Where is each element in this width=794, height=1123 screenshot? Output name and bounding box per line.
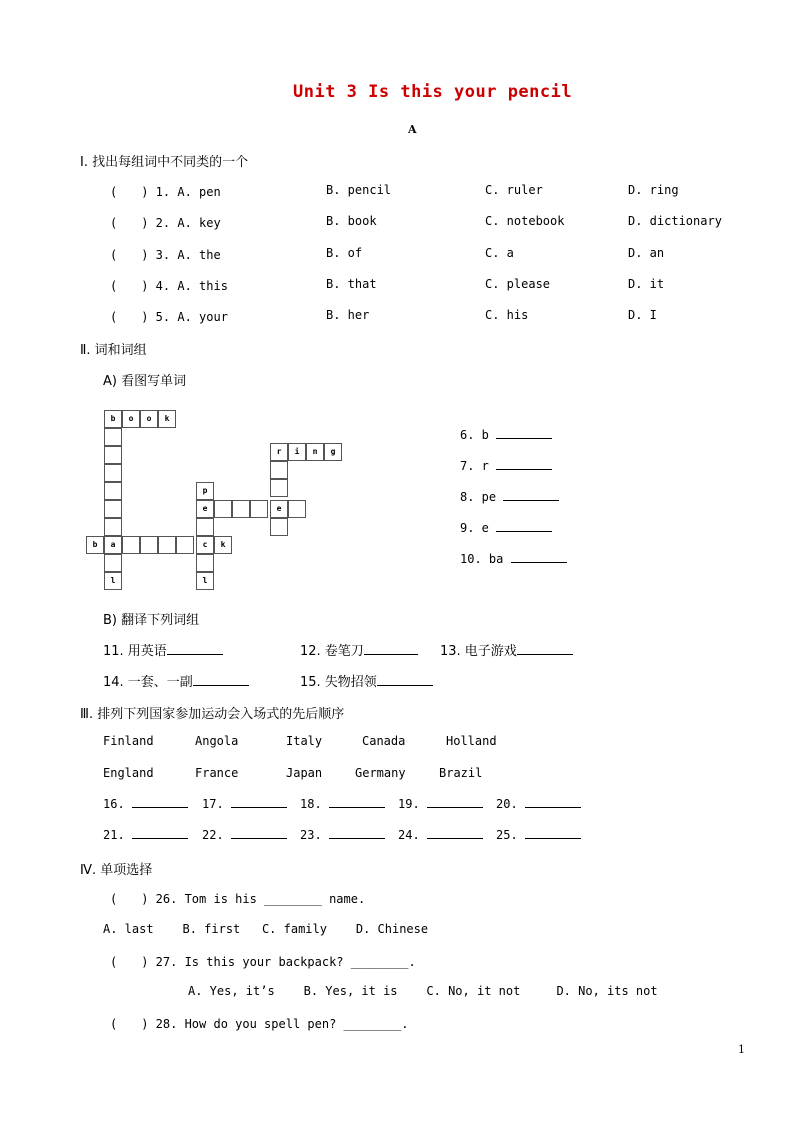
answer-blank[interactable] xyxy=(427,797,483,808)
phrase-item xyxy=(300,640,418,659)
answer-blank[interactable] xyxy=(329,828,385,839)
phrase-label: 14. 一套、一副 xyxy=(103,675,193,690)
order-item xyxy=(496,797,581,811)
crossword-cell xyxy=(104,464,122,482)
q1-option-d: D. it xyxy=(628,277,665,291)
q1-option-c: C. ruler xyxy=(485,183,543,197)
q1-stem: ( ) 5. A. your xyxy=(110,310,228,324)
word-item xyxy=(460,428,552,442)
country: Japan xyxy=(286,766,323,780)
crossword-cell: c xyxy=(196,536,214,554)
crossword-cell: o xyxy=(140,410,158,428)
word-label: 7. r xyxy=(460,459,489,473)
order-label: 23. xyxy=(300,828,322,842)
answer-blank[interactable] xyxy=(167,644,223,655)
crossword-cell xyxy=(270,461,288,479)
q1-row xyxy=(110,183,221,200)
crossword-cell: a xyxy=(104,536,122,554)
answer-blank[interactable] xyxy=(511,552,567,563)
country: France xyxy=(195,766,239,780)
crossword-cell: l xyxy=(104,572,122,590)
answer-blank[interactable] xyxy=(329,797,385,808)
answer-blank[interactable] xyxy=(525,828,581,839)
order-label: 17. xyxy=(202,797,224,811)
crossword-cell xyxy=(158,536,176,554)
q1-stem: ( ) 2. A. key xyxy=(110,216,221,230)
crossword-cell: e xyxy=(270,500,288,518)
word-label: 8. pe xyxy=(460,490,497,504)
answer-blank[interactable] xyxy=(193,675,249,686)
crossword-cell xyxy=(214,500,232,518)
order-item xyxy=(202,828,287,842)
answer-blank[interactable] xyxy=(231,797,287,808)
crossword-cell: o xyxy=(122,410,140,428)
crossword-cell xyxy=(104,428,122,446)
answer-blank[interactable] xyxy=(503,490,559,501)
crossword-cell xyxy=(288,500,306,518)
order-label: 24. xyxy=(398,828,420,842)
crossword-cell xyxy=(232,500,250,518)
country: England xyxy=(103,766,154,780)
order-label: 19. xyxy=(398,797,420,811)
q1-option-b: B. book xyxy=(326,214,377,228)
answer-blank[interactable] xyxy=(377,675,433,686)
phrase-item xyxy=(300,671,433,690)
crossword-cell: e xyxy=(196,500,214,518)
q1-row xyxy=(110,214,221,231)
word-item xyxy=(460,459,552,473)
country: Italy xyxy=(286,734,323,748)
word-label: 9. e xyxy=(460,521,489,535)
crossword-cell xyxy=(104,446,122,464)
order-item xyxy=(496,828,581,842)
country: Germany xyxy=(355,766,406,780)
answer-blank[interactable] xyxy=(517,644,573,655)
section-3-heading: Ⅲ. 排列下列国家参加运动会入场式的先后顺序 xyxy=(80,707,345,722)
country: Canada xyxy=(362,734,406,748)
order-label: 25. xyxy=(496,828,518,842)
country: Brazil xyxy=(439,766,483,780)
word-label: 10. ba xyxy=(460,552,504,566)
word-item xyxy=(460,521,552,535)
answer-blank[interactable] xyxy=(132,828,188,839)
crossword-cell: b xyxy=(104,410,122,428)
word-label: 6. b xyxy=(460,428,489,442)
crossword-cell: g xyxy=(324,443,342,461)
crossword-cell xyxy=(270,479,288,497)
section-2-heading: Ⅱ. 词和词组 xyxy=(80,343,147,358)
order-item xyxy=(202,797,287,811)
crossword-cell xyxy=(250,500,268,518)
crossword-cell: k xyxy=(214,536,232,554)
order-label: 18. xyxy=(300,797,322,811)
q1-option-c: C. a xyxy=(485,246,514,260)
answer-blank[interactable] xyxy=(132,797,188,808)
crossword-cell: b xyxy=(86,536,104,554)
answer-blank[interactable] xyxy=(364,644,418,655)
q1-stem: ( ) 4. A. this xyxy=(110,279,228,293)
phrase-item xyxy=(103,640,223,659)
phrase-label: 11. 用英语 xyxy=(103,644,167,659)
crossword-cell xyxy=(104,518,122,536)
word-item xyxy=(460,552,567,566)
crossword-cell: n xyxy=(306,443,324,461)
crossword-cell xyxy=(196,518,214,536)
order-item xyxy=(300,828,385,842)
q1-option-d: D. dictionary xyxy=(628,214,722,228)
answer-blank[interactable] xyxy=(496,521,552,532)
country: Finland xyxy=(103,734,154,748)
section-1-heading: Ⅰ. 找出每组词中不同类的一个 xyxy=(80,155,249,170)
phrase-label: 13. 电子游戏 xyxy=(440,644,517,659)
q1-stem: ( ) 1. A. pen xyxy=(110,185,221,199)
q1-option-b: B. of xyxy=(326,246,363,260)
order-item xyxy=(103,828,188,842)
answer-blank[interactable] xyxy=(525,797,581,808)
q1-option-b: B. pencil xyxy=(326,183,392,197)
page-number: 1 xyxy=(738,1043,745,1056)
q1-row xyxy=(110,277,228,294)
order-item xyxy=(103,797,188,811)
country: Holland xyxy=(446,734,497,748)
question-27-stem: ( ) 27. Is this your backpack? ________. xyxy=(110,955,416,969)
crossword-cell xyxy=(270,518,288,536)
q1-row xyxy=(110,308,228,325)
question-26-options: A. last B. first C. family D. Chinese xyxy=(103,922,429,936)
part-label: A xyxy=(408,123,417,136)
section-2a-heading: A) 看图写单词 xyxy=(103,374,187,389)
q1-option-d: D. an xyxy=(628,246,665,260)
question-27-options: A. Yes, it’s B. Yes, it is C. No, it not D. No, its not xyxy=(188,984,658,998)
q1-option-b: B. her xyxy=(326,308,370,322)
crossword-cell xyxy=(196,554,214,572)
q1-option-c: C. please xyxy=(485,277,551,291)
phrase-label: 12. 卷笔刀 xyxy=(300,644,364,659)
crossword-cell: i xyxy=(288,443,306,461)
answer-blank[interactable] xyxy=(427,828,483,839)
q1-option-d: D. I xyxy=(628,308,657,322)
crossword-cell: r xyxy=(270,443,288,461)
question-26-stem: ( ) 26. Tom is his ________ name. xyxy=(110,892,366,906)
order-label: 20. xyxy=(496,797,518,811)
phrase-item xyxy=(440,640,573,659)
q1-option-d: D. ring xyxy=(628,183,679,197)
q1-row xyxy=(110,246,221,263)
crossword-cell xyxy=(104,500,122,518)
q1-option-b: B. that xyxy=(326,277,377,291)
order-item xyxy=(398,828,483,842)
crossword-cell xyxy=(176,536,194,554)
section-2b-heading: B) 翻译下列词组 xyxy=(103,613,200,628)
crossword-cell: p xyxy=(196,482,214,500)
order-item xyxy=(398,797,483,811)
order-item xyxy=(300,797,385,811)
answer-blank[interactable] xyxy=(231,828,287,839)
order-label: 22. xyxy=(202,828,224,842)
crossword-cell xyxy=(122,536,140,554)
answer-blank[interactable] xyxy=(496,428,552,439)
order-label: 21. xyxy=(103,828,125,842)
q1-option-c: C. his xyxy=(485,308,529,322)
crossword-cell xyxy=(104,482,122,500)
phrase-item xyxy=(103,671,249,690)
crossword-cell xyxy=(140,536,158,554)
q1-stem: ( ) 3. A. the xyxy=(110,248,221,262)
page-title: Unit 3 Is this your pencil xyxy=(293,82,573,102)
phrase-label: 15. 失物招领 xyxy=(300,675,377,690)
crossword-cell: l xyxy=(196,572,214,590)
crossword-cell: k xyxy=(158,410,176,428)
q1-option-c: C. notebook xyxy=(485,214,565,228)
crossword-cell xyxy=(104,554,122,572)
country: Angola xyxy=(195,734,239,748)
word-item xyxy=(460,490,559,504)
order-label: 16. xyxy=(103,797,125,811)
question-28-stem: ( ) 28. How do you spell pen? ________. xyxy=(110,1017,409,1031)
answer-blank[interactable] xyxy=(496,459,552,470)
section-4-heading: Ⅳ. 单项选择 xyxy=(80,863,153,878)
